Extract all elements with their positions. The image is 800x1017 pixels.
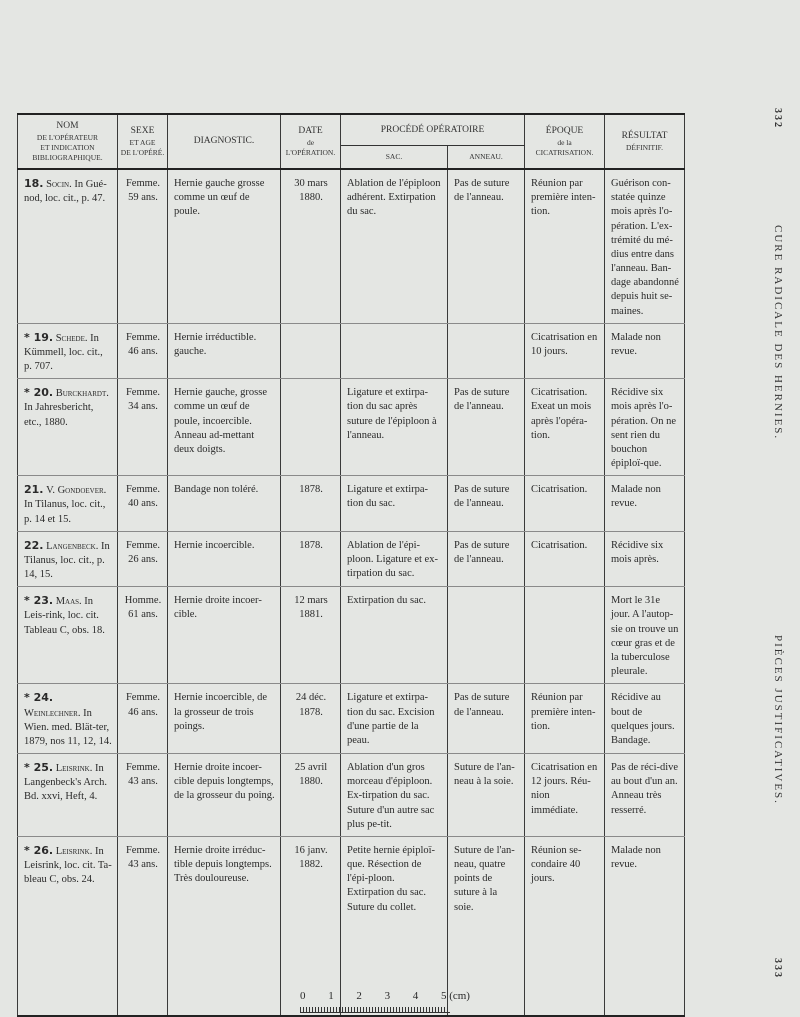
- cell-epoque: Réunion par première inten-tion.: [525, 684, 605, 754]
- table-row: [18, 379, 685, 476]
- cell-sac: Ablation de l'épiploon adhérent. Extirpation du sac.: [341, 169, 448, 323]
- bibliographic-ref: In Leisrink, loc. cit. Ta-bleau C, obs. 24.: [24, 845, 112, 886]
- case-number: * 20.: [24, 386, 54, 400]
- cell-sac: Ligature et extirpa-tion du sac.: [341, 476, 448, 532]
- cell-anneau: Pas de suture de l'anneau.: [448, 531, 525, 587]
- centimeter-scale: [300, 990, 470, 1012]
- cell-sexe: Femme. 46 ans.: [118, 323, 168, 379]
- cell-nom: [18, 323, 118, 379]
- cell-nom: [18, 379, 118, 476]
- case-number: 22.: [24, 538, 44, 552]
- hernia-cases-table: [17, 113, 685, 1017]
- cell-anneau: Pas de suture de l'anneau.: [448, 169, 525, 323]
- col-header-anneau: ANNEAU.: [448, 146, 525, 170]
- cell-resultat: Pas de réci-dive au bout d'un an. Anneau très resserré.: [605, 754, 685, 837]
- cell-diagnostic: Hernie droite incoer-cible.: [168, 587, 281, 684]
- operator-name: Burckhardt.: [55, 388, 109, 400]
- cell-epoque: Cicatrisation en 10 jours.: [525, 323, 605, 379]
- col-header-epoque: ÉPOQUE de la CICATRISATION.: [525, 114, 605, 169]
- cell-epoque: [525, 587, 605, 684]
- cell-epoque: Réunion par première inten-tion.: [525, 169, 605, 323]
- operator-name: Langenbeck.: [46, 540, 99, 552]
- cell-date: 16 janv. 1882.: [281, 836, 341, 1016]
- cell-sac: Ablation de l'épi-ploon. Ligature et ex-tirpation du sac.: [341, 531, 448, 587]
- case-number: * 23.: [24, 594, 54, 608]
- operator-name: Leisrink.: [55, 763, 93, 775]
- bibliographic-ref: In Leis-rink, loc. cit. Tableau C, obs. 18.: [24, 596, 105, 636]
- cell-date: 25 avril 1880.: [281, 754, 341, 837]
- col-header-diagnostic: DIAGNOSTIC.: [168, 114, 281, 169]
- cell-sexe: Femme. 26 ans.: [118, 531, 168, 587]
- cell-sac: Ligature et extirpa-tion du sac après suture de l'épiploon à l'anneau.: [341, 379, 448, 476]
- col-header-procede: PROCÉDÉ OPÉRATOIRE: [341, 114, 525, 146]
- case-number: * 26.: [24, 843, 54, 857]
- cell-sexe: Femme. 59 ans.: [118, 169, 168, 323]
- cell-resultat: Malade non revue.: [605, 323, 685, 379]
- cell-sac: Ligature et extirpa-tion du sac. Excision d'une partie de la peau.: [341, 684, 448, 754]
- cell-nom: [18, 169, 118, 323]
- cell-anneau: Pas de suture de l'anneau.: [448, 684, 525, 754]
- cell-diagnostic: Bandage non toléré.: [168, 476, 281, 532]
- cell-date: [281, 379, 341, 476]
- cell-diagnostic: Hernie irréductible. gauche.: [168, 323, 281, 379]
- cell-resultat: Malade non revue.: [605, 476, 685, 532]
- cell-diagnostic: Hernie gauche grosse comme un œuf de poule.: [168, 169, 281, 323]
- cell-sac: Ablation d'un gros morceau d'épiploon. Ex-tirpation du sac. Suture d'un autre sac plus pe-tit.: [341, 754, 448, 837]
- cell-nom: [18, 684, 118, 754]
- cell-epoque: Cicatrisation en 12 jours. Réu-nion immédiate.: [525, 754, 605, 837]
- scale-label: 2: [356, 990, 362, 1002]
- cell-sexe: Femme. 34 ans.: [118, 379, 168, 476]
- bibliographic-ref: In Jahresbericht, etc., 1880.: [24, 402, 94, 428]
- bibliographic-ref: In Kümmell, loc. cit., p. 707.: [24, 332, 103, 373]
- cell-diagnostic: Hernie incoercible, de la grosseur de trois poings.: [168, 684, 281, 754]
- cell-epoque: Réunion se-condaire 40 jours.: [525, 836, 605, 1016]
- page-number-bottom: 333: [772, 958, 783, 979]
- case-number: 18.: [24, 177, 44, 190]
- col-header-nom: NOM DE L'OPÉRATEUR ET INDICATION BIBLIOGRAPHIQUE.: [18, 114, 118, 169]
- cell-nom: [18, 587, 118, 684]
- table-row: [18, 684, 685, 754]
- cell-epoque: Cicatrisation.: [525, 531, 605, 587]
- cell-anneau: Suture de l'an-neau à la soie.: [448, 754, 525, 837]
- cell-sexe: Femme. 43 ans.: [118, 754, 168, 837]
- scale-label: 1: [328, 990, 334, 1002]
- cell-resultat: Mort le 31e jour. A l'autop-sie on trouve un cœur gras et de la tuberculose pleurale.: [605, 587, 685, 684]
- cell-date: [281, 323, 341, 379]
- cell-anneau: Suture de l'an-neau, quatre points de suture à la soie.: [448, 836, 525, 1016]
- cell-anneau: Pas de suture de l'anneau.: [448, 379, 525, 476]
- col-header-date: DATE de L'OPÉRATION.: [281, 114, 341, 169]
- table-row: [18, 531, 685, 587]
- case-number: 21.: [24, 483, 44, 497]
- scale-label: 4: [412, 990, 419, 1002]
- cell-sexe: Femme. 46 ans.: [118, 684, 168, 754]
- case-number: * 24.: [24, 691, 54, 705]
- bibliographic-ref: In Langenbeck's Arch. Bd. xxvi, Heft, 4.: [24, 763, 107, 803]
- cell-diagnostic: Hernie gauche, grosse comme un œuf de poule, incoercible. Anneau ad-mettant deux doigts.: [168, 379, 281, 476]
- cell-nom: [18, 836, 118, 1016]
- table-row: [18, 323, 685, 379]
- scale-label: 5 (cm): [440, 990, 470, 1002]
- cell-resultat: Récidive au bout de quelques jours. Bandage.: [605, 684, 685, 754]
- bibliographic-ref: In Gué-nod, loc. cit., p. 47.: [24, 179, 107, 205]
- scale-label: 3: [384, 990, 391, 1002]
- scale-label: 0: [300, 990, 306, 1002]
- operator-name: Socin.: [46, 179, 72, 190]
- table-row: [18, 587, 685, 684]
- cell-nom: [18, 531, 118, 587]
- cell-sac: Extirpation du sac.: [341, 587, 448, 684]
- case-number: * 19.: [24, 330, 54, 344]
- operator-name: Leisrink.: [55, 845, 93, 857]
- running-head-bottom: PIÈCES JUSTIFICATIVES.: [772, 635, 784, 805]
- table-row: [18, 169, 685, 323]
- cell-nom: [18, 754, 118, 837]
- cell-sexe: Femme. 43 ans.: [118, 836, 168, 1016]
- operator-name: Schede.: [55, 332, 88, 344]
- bibliographic-ref: In Tilanus, loc. cit., p. 14 et 15.: [24, 499, 106, 525]
- operator-name: Weinlechner.: [24, 707, 81, 719]
- cell-resultat: Récidive six mois après.: [605, 531, 685, 587]
- cell-anneau: Pas de suture de l'anneau.: [448, 476, 525, 532]
- cell-diagnostic: Hernie droite incoer-cible depuis longtemps, de la grosseur du poing.: [168, 754, 281, 837]
- cell-resultat: Récidive six mois après l'o-pération. On ne sent rien du bouchon épiploï-que.: [605, 379, 685, 476]
- case-number: * 25.: [24, 761, 54, 775]
- cell-resultat: Malade non revue.: [605, 836, 685, 1016]
- col-header-sexe: SEXE ET AGE DE L'OPÉRÉ.: [118, 114, 168, 169]
- cell-date: 12 mars 1881.: [281, 587, 341, 684]
- cell-anneau: [448, 323, 525, 379]
- page-margin: [690, 0, 800, 1016]
- cell-sexe: Femme. 40 ans.: [118, 476, 168, 532]
- page-number-top: 332: [772, 108, 783, 129]
- bibliographic-ref: In Wien. med. Blät-ter, 1879, nos 11, 12, 14.: [24, 707, 112, 747]
- cell-diagnostic: Hernie incoercible.: [168, 531, 281, 587]
- cell-anneau: [448, 587, 525, 684]
- operator-name: V. Gondoever.: [46, 485, 107, 497]
- col-header-sac: SAC.: [341, 146, 448, 170]
- running-head-top: CURE RADICALE DES HERNIES.: [772, 225, 784, 441]
- cell-date: 30 mars 1880.: [281, 169, 341, 323]
- cell-resultat: Guérison con-statée quinze mois après l'o-pération. L'ex-trémité du mé-dius entre dans l'anneau. Ban-dage abandonné depuis huit se-maines.: [605, 169, 685, 323]
- cell-date: 1878.: [281, 531, 341, 587]
- cell-epoque: Cicatrisation. Exeat un mois après l'opéra-tion.: [525, 379, 605, 476]
- cell-diagnostic: Hernie droite irréduc-tible depuis longtemps. Très douloureuse.: [168, 836, 281, 1016]
- cell-date: 1878.: [281, 476, 341, 532]
- operator-name: Maas.: [55, 596, 82, 608]
- cell-epoque: Cicatrisation.: [525, 476, 605, 532]
- table-row: [18, 754, 685, 837]
- cell-sac: [341, 323, 448, 379]
- col-header-resultat: RÉSULTAT DÉFINITIF.: [605, 114, 685, 169]
- cell-nom: [18, 476, 118, 532]
- scale-ruler: [300, 1004, 450, 1013]
- table-row: [18, 476, 685, 532]
- cell-sac: Petite hernie épiploï-que. Résection de l'épi-ploon. Extirpation du sac. Suture du collet.: [341, 836, 448, 1016]
- bibliographic-ref: In Tilanus, loc. cit., p. 14, 15.: [24, 540, 110, 581]
- cell-date: 24 déc. 1878.: [281, 684, 341, 754]
- cell-sexe: Homme. 61 ans.: [118, 587, 168, 684]
